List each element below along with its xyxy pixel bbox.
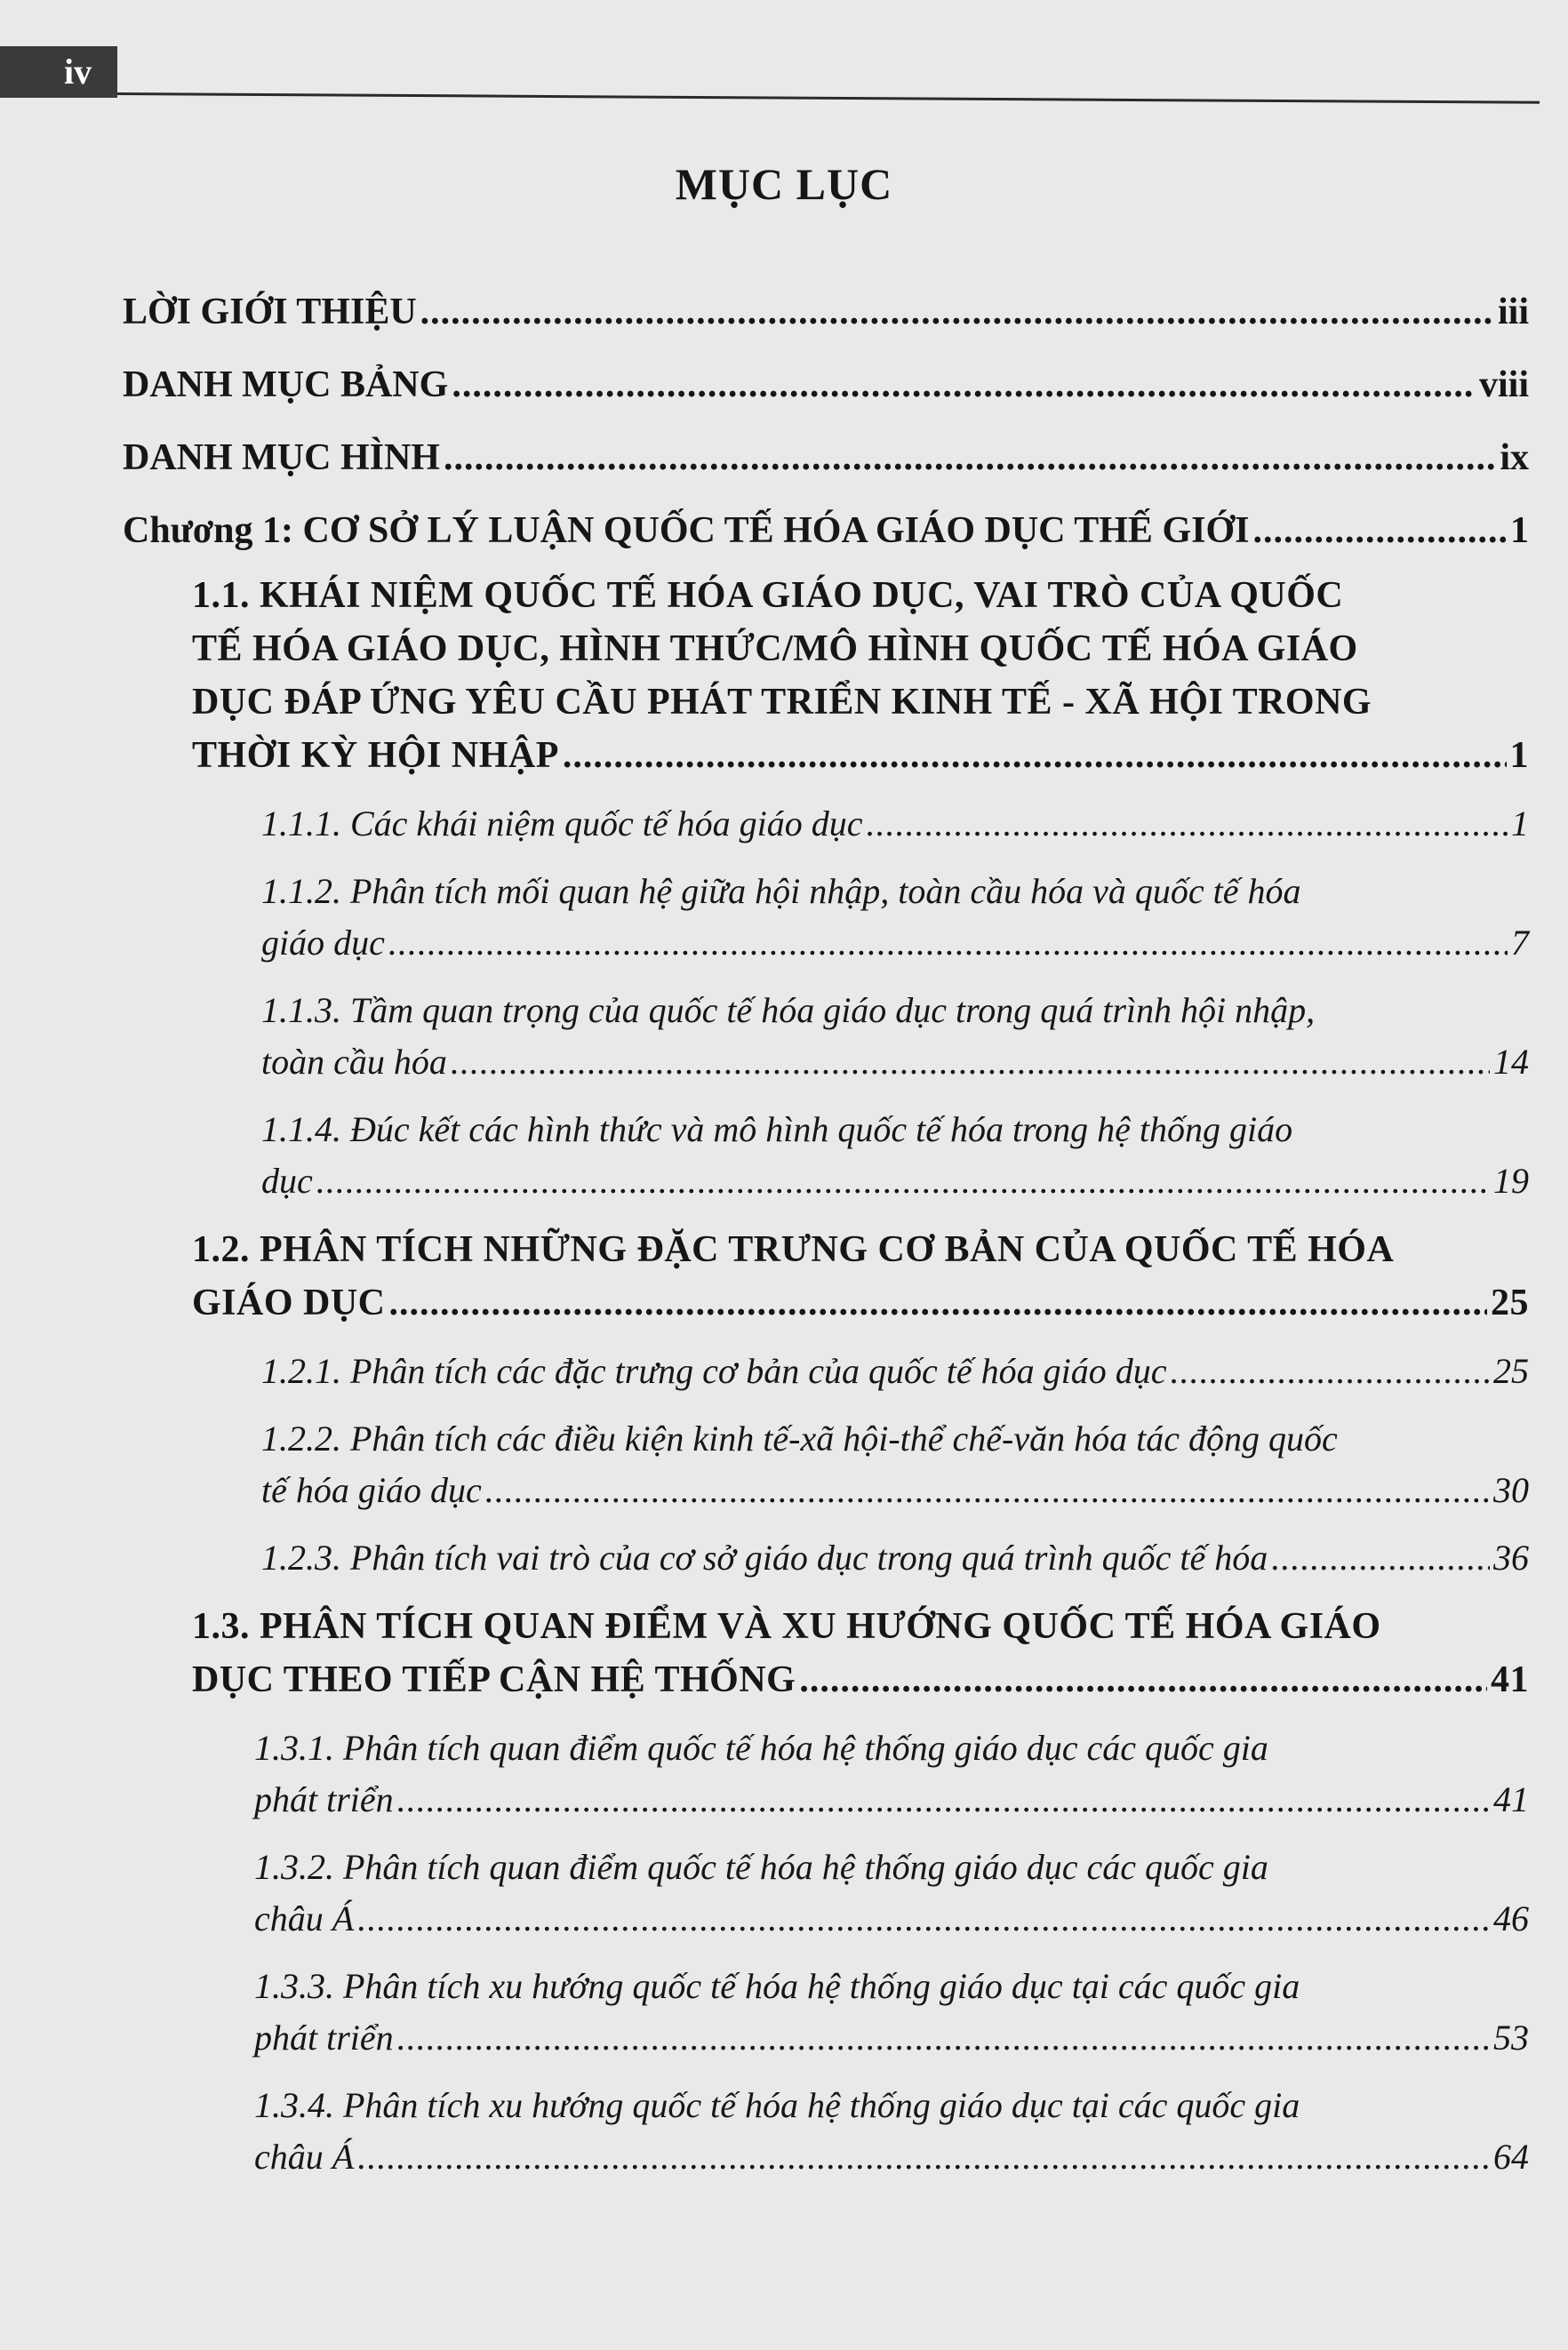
toc-page-number: 25 (1491, 1283, 1529, 1323)
toc-page-number: 46 (1493, 1898, 1529, 1938)
toc-entry-last-line (261, 1036, 1529, 1088)
toc-entry-text-line: 1.1.4. Đúc kết các hình thức và mô hình quốc tế hóa trong hệ thống giáo (261, 1109, 1293, 1149)
toc-entry[interactable] (123, 286, 1529, 338)
toc-page-number: 1 (1511, 803, 1529, 843)
dot-leader (799, 1653, 1487, 1707)
toc-entry-last-line (261, 1465, 1529, 1516)
toc-entry[interactable] (123, 432, 1529, 484)
toc-entry-last-line (261, 1532, 1529, 1584)
toc-entry-text-line: 1.1. KHÁI NIỆM QUỐC TẾ HÓA GIÁO DỤC, VAI TRÒ CỦA QUỐC (192, 575, 1344, 616)
toc-entry-label: phát triển (254, 1779, 394, 1819)
toc-entry-last-line (123, 432, 1529, 484)
toc-entry[interactable] (254, 1723, 1529, 1826)
toc-entry-label: dục (261, 1161, 313, 1201)
toc-page-number: 36 (1493, 1538, 1529, 1578)
toc-entry-last-line (254, 1893, 1529, 1945)
toc-entry-text-line: 1.3.4. Phân tích xu hướng quốc tế hóa hệ thống giáo dục tại các quốc gia (254, 2085, 1300, 2125)
toc-entry[interactable] (261, 798, 1529, 850)
toc-entry-label: GIÁO DỤC (192, 1283, 386, 1323)
toc-entry-last-line (192, 729, 1529, 782)
toc-page-number: 41 (1491, 1659, 1529, 1700)
dot-leader (451, 1036, 1490, 1088)
toc-entry-text-line: 1.3. PHÂN TÍCH QUAN ĐIỂM VÀ XU HƯỚNG QUỐC TẾ HÓA GIÁO (192, 1606, 1381, 1647)
dot-leader (397, 1774, 1490, 1826)
page-title: MỤC LỤC (675, 159, 893, 209)
toc-entry-last-line (123, 359, 1529, 411)
toc-page-number: ix (1500, 437, 1529, 478)
dot-leader (1271, 1532, 1490, 1584)
toc-entry-text-line: DỤC ĐÁP ỨNG YÊU CẦU PHÁT TRIỂN KINH TẾ - XÃ HỘI TRONG (192, 682, 1372, 723)
toc-page-number: 30 (1493, 1470, 1529, 1510)
toc-page-number: iii (1497, 292, 1529, 332)
toc-entry-label: DANH MỤC BẢNG (123, 364, 449, 405)
toc-entry-label: tế hóa giáo dục (261, 1470, 482, 1510)
toc-entry-label: DANH MỤC HÌNH (123, 437, 440, 478)
dot-leader (485, 1465, 1490, 1516)
toc-entry-text-line: 1.3.2. Phân tích quan điểm quốc tế hóa hệ thống giáo dục các quốc gia (254, 1847, 1268, 1887)
toc-entry-last-line (261, 1346, 1529, 1397)
dot-leader (388, 917, 1508, 969)
toc-entry-label: 1.2.1. Phân tích các đặc trưng cơ bản của quốc tế hóa giáo dục (261, 1351, 1167, 1391)
toc-entry-last-line (261, 798, 1529, 850)
dot-leader (1171, 1346, 1490, 1397)
dot-leader (420, 286, 1494, 338)
toc-entry[interactable] (261, 1104, 1529, 1207)
dot-leader (389, 1276, 1487, 1330)
toc-entry-text-line: 1.1.3. Tầm quan trọng của quốc tế hóa giáo dục trong quá trình hội nhập, (261, 990, 1316, 1030)
toc-entry[interactable] (192, 1600, 1529, 1707)
toc-entry-label: THỜI KỲ HỘI NHẬP (192, 735, 559, 776)
toc-page-number: 14 (1493, 1042, 1529, 1082)
toc-page-number: 1 (1509, 735, 1529, 776)
toc-entry[interactable] (254, 1961, 1529, 2064)
page-number-tab (0, 46, 117, 98)
header-rule (117, 92, 1540, 104)
page-number: iv (64, 52, 92, 92)
toc-entry-text-line: 1.3.1. Phân tích quan điểm quốc tế hóa hệ thống giáo dục các quốc gia (254, 1728, 1268, 1768)
toc-entry[interactable] (123, 505, 1529, 556)
toc-page-number: viii (1478, 364, 1529, 405)
toc-entry-label: Chương 1: CƠ SỞ LÝ LUẬN QUỐC TẾ HÓA GIÁO DỤC THẾ GIỚI (123, 510, 1250, 551)
toc-page-number: 53 (1493, 2018, 1529, 2058)
toc-entry-last-line (254, 2131, 1529, 2183)
toc-entry-label: giáo dục (261, 923, 385, 963)
toc-entry-text-line: TẾ HÓA GIÁO DỤC, HÌNH THỨC/MÔ HÌNH QUỐC TẾ HÓA GIÁO (192, 628, 1358, 669)
toc-entry[interactable] (192, 569, 1529, 782)
dot-leader (397, 2012, 1490, 2064)
dot-leader (867, 798, 1508, 850)
dot-leader (316, 1155, 1490, 1207)
toc-entry-label: toàn cầu hóa (261, 1042, 447, 1082)
dot-leader (357, 2131, 1490, 2183)
toc-entry-text-line: 1.3.3. Phân tích xu hướng quốc tế hóa hệ thống giáo dục tại các quốc gia (254, 1966, 1300, 2006)
toc-page-number: 7 (1511, 923, 1529, 963)
dot-leader (1252, 505, 1507, 556)
toc-page-number: 64 (1493, 2137, 1529, 2177)
toc-entry-label: châu Á (254, 2137, 355, 2177)
table-of-contents (123, 286, 1529, 2199)
toc-entry-last-line (192, 1653, 1529, 1707)
toc-page-number: 19 (1493, 1161, 1529, 1201)
toc-page-number: 25 (1493, 1351, 1529, 1391)
toc-entry[interactable] (254, 2080, 1529, 2183)
toc-entry-text-line: 1.1.2. Phân tích mối quan hệ giữa hội nhập, toàn cầu hóa và quốc tế hóa (261, 871, 1301, 911)
toc-entry[interactable] (123, 359, 1529, 411)
toc-entry-last-line (192, 1276, 1529, 1330)
toc-entry[interactable] (261, 1532, 1529, 1584)
toc-entry[interactable] (261, 1413, 1529, 1516)
toc-page-number: 41 (1493, 1779, 1529, 1819)
toc-entry-label: phát triển (254, 2018, 394, 2058)
toc-entry[interactable] (192, 1223, 1529, 1330)
toc-entry[interactable] (254, 1842, 1529, 1945)
toc-entry-last-line (123, 286, 1529, 338)
toc-entry[interactable] (261, 985, 1529, 1088)
toc-entry-label: LỜI GIỚI THIỆU (123, 292, 417, 332)
toc-entry[interactable] (261, 866, 1529, 969)
dot-leader (452, 359, 1476, 411)
toc-entry-label: 1.2.3. Phân tích vai trò của cơ sở giáo dục trong quá trình quốc tế hóa (261, 1538, 1268, 1578)
toc-entry-label: 1.1.1. Các khái niệm quốc tế hóa giáo dục (261, 803, 863, 843)
toc-entry-last-line (261, 917, 1529, 969)
toc-entry-last-line (254, 2012, 1529, 2064)
toc-entry-text-line: 1.2. PHÂN TÍCH NHỮNG ĐẶC TRƯNG CƠ BẢN CỦA QUỐC TẾ HÓA (192, 1229, 1395, 1270)
dot-leader (563, 729, 1507, 782)
toc-entry[interactable] (261, 1346, 1529, 1397)
toc-entry-last-line (123, 505, 1529, 556)
dot-leader (357, 1893, 1490, 1945)
toc-entry-last-line (261, 1155, 1529, 1207)
toc-entry-label: châu Á (254, 1898, 355, 1938)
toc-entry-text-line: 1.2.2. Phân tích các điều kiện kinh tế-xã hội-thể chế-văn hóa tác động quốc (261, 1419, 1338, 1459)
toc-entry-label: DỤC THEO TIẾP CẬN HỆ THỐNG (192, 1659, 796, 1700)
toc-page-number: 1 (1510, 510, 1529, 551)
toc-entry-last-line (254, 1774, 1529, 1826)
dot-leader (444, 432, 1496, 484)
